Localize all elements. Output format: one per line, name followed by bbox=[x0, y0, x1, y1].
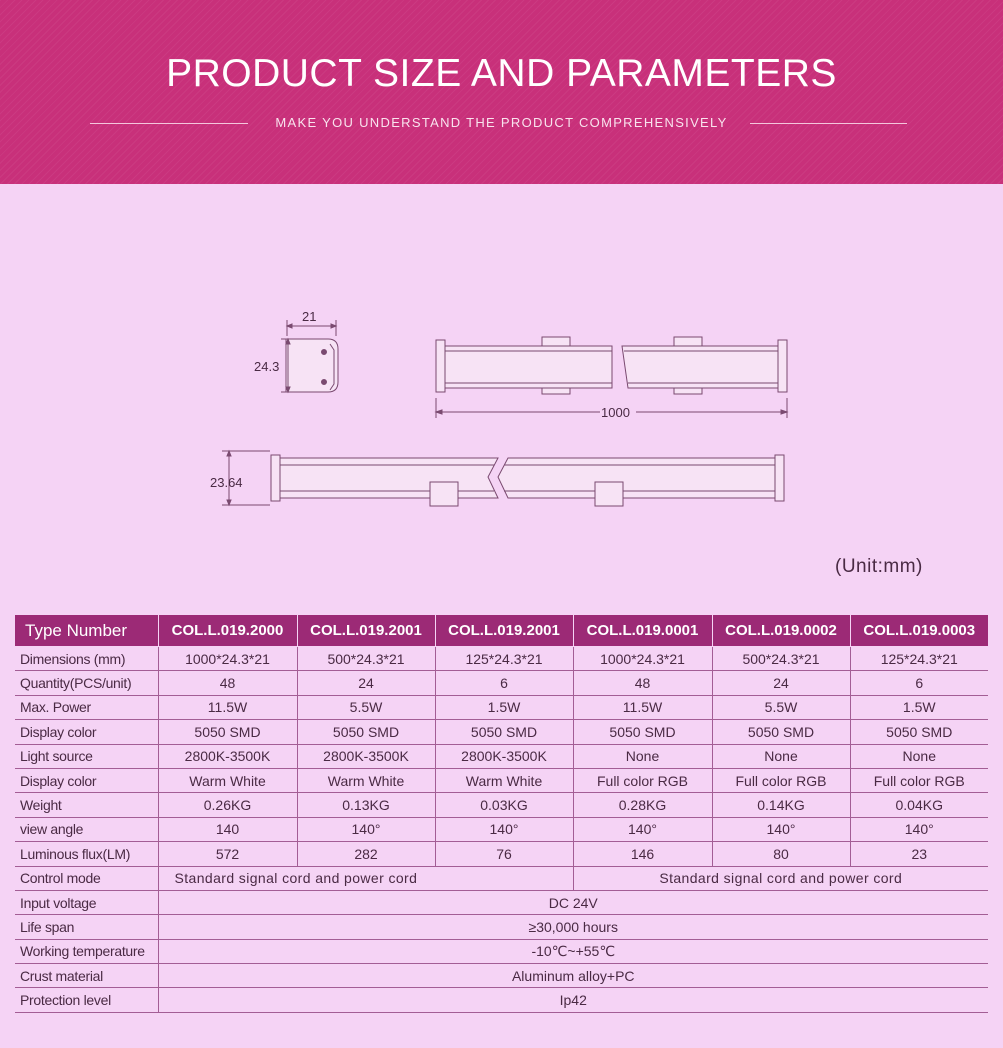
table-row bbox=[15, 890, 988, 914]
row-label: Control mode bbox=[15, 866, 158, 890]
row-label: Quantity(PCS/unit) bbox=[15, 671, 158, 695]
table-cell: 1000*24.3*21 bbox=[158, 647, 297, 671]
table-row bbox=[15, 793, 988, 817]
table-cell: 2800K-3500K bbox=[435, 744, 573, 768]
table-cell: Warm White bbox=[158, 768, 297, 792]
table-cell: 0.28KG bbox=[573, 793, 712, 817]
length-dimension-label: 1000 bbox=[601, 405, 630, 420]
model-header: COL.L.019.0003 bbox=[850, 615, 988, 647]
model-header: COL.L.019.2000 bbox=[158, 615, 297, 647]
table-cell: 5050 SMD bbox=[712, 720, 850, 744]
table-cell: 6 bbox=[435, 671, 573, 695]
shared-value-cell: DC 24V bbox=[158, 890, 988, 914]
row-label: view angle bbox=[15, 817, 158, 841]
table-cell: 5050 SMD bbox=[158, 720, 297, 744]
model-header: COL.L.019.0002 bbox=[712, 615, 850, 647]
table-cell: 5.5W bbox=[297, 695, 435, 719]
shared-value-cell: Ip42 bbox=[158, 988, 988, 1012]
row-label: Input voltage bbox=[15, 890, 158, 914]
table-cell: Warm White bbox=[435, 768, 573, 792]
table-cell: 6 bbox=[850, 671, 988, 695]
table-cell: 140 bbox=[158, 817, 297, 841]
table-cell: 5050 SMD bbox=[850, 720, 988, 744]
table-cell: 80 bbox=[712, 842, 850, 866]
table-cell: 2800K-3500K bbox=[158, 744, 297, 768]
table-cell: 125*24.3*21 bbox=[850, 647, 988, 671]
table-cell: 0.13KG bbox=[297, 793, 435, 817]
side-height-dimension-label: 23.64 bbox=[210, 475, 243, 490]
table-cell: 125*24.3*21 bbox=[435, 647, 573, 671]
table-cell: 0.03KG bbox=[435, 793, 573, 817]
table-cell: 1000*24.3*21 bbox=[573, 647, 712, 671]
table-cell: 146 bbox=[573, 842, 712, 866]
table-cell: 140° bbox=[850, 817, 988, 841]
table-row bbox=[15, 939, 988, 963]
table-cell: 76 bbox=[435, 842, 573, 866]
table-cell: 1.5W bbox=[850, 695, 988, 719]
table-row bbox=[15, 988, 988, 1012]
table-cell: 5050 SMD bbox=[297, 720, 435, 744]
table-cell: None bbox=[850, 744, 988, 768]
row-label: Dimensions (mm) bbox=[15, 647, 158, 671]
row-label: Working temperature bbox=[15, 939, 158, 963]
table-cell: 0.26KG bbox=[158, 793, 297, 817]
row-label: Max. Power bbox=[15, 695, 158, 719]
table-cell: 2800K-3500K bbox=[297, 744, 435, 768]
table-row bbox=[15, 695, 988, 719]
row-label: Light source bbox=[15, 744, 158, 768]
row-label: Weight bbox=[15, 793, 158, 817]
row-label: Protection level bbox=[15, 988, 158, 1012]
table-cell: 1.5W bbox=[435, 695, 573, 719]
row-label: Crust material bbox=[15, 964, 158, 988]
table-cell: 572 bbox=[158, 842, 297, 866]
table-cell: 48 bbox=[158, 671, 297, 695]
table-cell: 140° bbox=[573, 817, 712, 841]
table-cell: None bbox=[573, 744, 712, 768]
table-cell: 23 bbox=[850, 842, 988, 866]
table-row bbox=[15, 842, 988, 866]
type-number-header: Type Number bbox=[15, 615, 158, 647]
table-row bbox=[15, 671, 988, 695]
table-cell: 5.5W bbox=[712, 695, 850, 719]
cross-section-profile bbox=[286, 339, 338, 392]
row-label: Display color bbox=[15, 720, 158, 744]
unit-note: (Unit:mm) bbox=[835, 556, 923, 577]
table-cell: 11.5W bbox=[158, 695, 297, 719]
table-cell: 5050 SMD bbox=[435, 720, 573, 744]
table-cell: 5050 SMD bbox=[573, 720, 712, 744]
model-header: COL.L.019.0001 bbox=[573, 615, 712, 647]
table-cell: None bbox=[712, 744, 850, 768]
height-dimension-label: 24.3 bbox=[254, 359, 280, 374]
table-cell: Warm White bbox=[297, 768, 435, 792]
table-cell: 24 bbox=[712, 671, 850, 695]
table-cell: 140° bbox=[712, 817, 850, 841]
table-cell: 0.04KG bbox=[850, 793, 988, 817]
table-cell: 500*24.3*21 bbox=[712, 647, 850, 671]
table-row bbox=[15, 768, 988, 792]
table-cell: 282 bbox=[297, 842, 435, 866]
table-row bbox=[15, 720, 988, 744]
table-cell: 11.5W bbox=[573, 695, 712, 719]
parameters-table bbox=[15, 614, 988, 1013]
model-header: COL.L.019.2001 bbox=[297, 615, 435, 647]
table-row bbox=[15, 817, 988, 841]
page-subtitle: MAKE YOU UNDERSTAND THE PRODUCT COMPREHENSIVELY bbox=[275, 115, 728, 130]
table-cell: 0.14KG bbox=[712, 793, 850, 817]
table-cell: 140° bbox=[435, 817, 573, 841]
shared-value-cell: Aluminum alloy+PC bbox=[158, 964, 988, 988]
control-mode-right: Standard signal cord and power cord bbox=[573, 866, 988, 890]
shared-value-cell: ≥30,000 hours bbox=[158, 915, 988, 939]
table-cell: Full color RGB bbox=[850, 768, 988, 792]
page-title: PRODUCT SIZE AND PARAMETERS bbox=[166, 52, 837, 95]
product-dimension-drawing bbox=[0, 300, 1003, 540]
control-mode-left: Standard signal cord and power cord bbox=[158, 866, 573, 890]
table-row bbox=[15, 744, 988, 768]
table-row bbox=[15, 964, 988, 988]
row-label: Luminous flux(LM) bbox=[15, 842, 158, 866]
table-row bbox=[15, 915, 988, 939]
row-label: Display color bbox=[15, 768, 158, 792]
table-header-row bbox=[15, 615, 988, 647]
width-dimension-label: 21 bbox=[302, 309, 317, 324]
shared-value-cell: -10℃~+55℃ bbox=[158, 939, 988, 963]
table-cell: 48 bbox=[573, 671, 712, 695]
table-cell: Full color RGB bbox=[712, 768, 850, 792]
header-banner bbox=[0, 0, 1003, 184]
table-row bbox=[15, 647, 988, 671]
table-cell: 500*24.3*21 bbox=[297, 647, 435, 671]
table-row bbox=[15, 866, 988, 890]
table-cell: 24 bbox=[297, 671, 435, 695]
table-cell: 140° bbox=[297, 817, 435, 841]
model-header: COL.L.019.2001 bbox=[435, 615, 573, 647]
table-cell: Full color RGB bbox=[573, 768, 712, 792]
row-label: Life span bbox=[15, 915, 158, 939]
